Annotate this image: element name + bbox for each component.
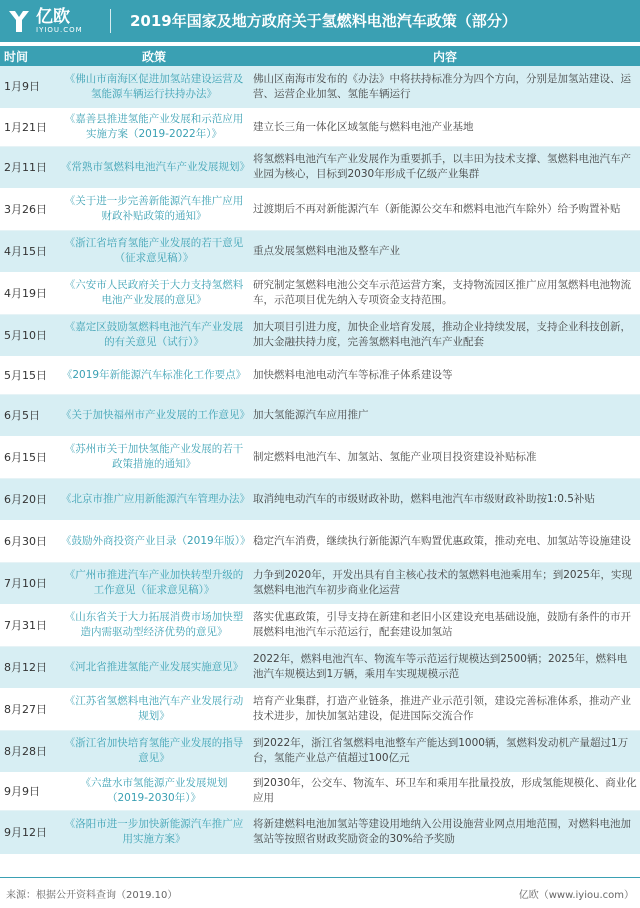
content-cell: 将新建燃料电池加氢站等建设用地纳入公用设施营业网点用地范围，对燃料电池加氢站等按照省财政奖励资金的30%给予奖励 <box>250 810 640 854</box>
content-cell: 建立长三角一体化区域氢能与燃料电池产业基地 <box>250 108 640 146</box>
date-cell: 1月9日 <box>0 66 58 108</box>
table-row <box>0 646 640 688</box>
date-cell: 7月31日 <box>0 604 58 646</box>
policy-cell: 《苏州市关于加快氢能产业发展的若干政策措施的通知》 <box>58 436 250 478</box>
table-row <box>0 688 640 730</box>
table-row <box>0 314 640 356</box>
policy-cell: 《佛山市南海区促进加氢站建设运营及氢能源车辆运行扶持办法》 <box>58 66 250 108</box>
table-header-row <box>0 46 640 66</box>
footer <box>0 877 640 908</box>
content-cell: 到2022年，浙江省氢燃料电池整车产能达到1000辆，氢燃料发动机产量超过1万台，氢能产业总产值超过100亿元 <box>250 730 640 772</box>
date-cell: 6月30日 <box>0 520 58 562</box>
policy-cell: 《广州市推进汽车产业加快转型升级的工作意见（征求意见稿）》 <box>58 562 250 604</box>
policy-cell: 《河北省推进氢能产业发展实施意见》 <box>58 646 250 688</box>
content-cell: 2022年，燃料电池汽车、物流车等示范运行规模达到2500辆；2025年，燃料电池汽车规模达到1万辆，乘用车实现规模示范 <box>250 646 640 688</box>
content-cell: 加快燃料电池电动汽车等标准子体系建设等 <box>250 356 640 394</box>
date-cell: 1月21日 <box>0 108 58 146</box>
column-header-content: 内容 <box>250 46 640 66</box>
table-row <box>0 394 640 436</box>
date-cell: 8月27日 <box>0 688 58 730</box>
table-row <box>0 810 640 854</box>
policy-cell: 《六盘水市氢能源产业发展规划（2019-2030年）》 <box>58 772 250 810</box>
date-cell: 6月20日 <box>0 478 58 520</box>
source-note: 来源：根据公开资料查询（2019.10） <box>6 890 178 901</box>
date-cell: 9月9日 <box>0 772 58 810</box>
policy-cell: 《关于加快福州市产业发展的工作意见》 <box>58 394 250 436</box>
logo <box>6 5 116 37</box>
date-cell: 5月15日 <box>0 356 58 394</box>
logo-text: 亿欧 <box>36 6 70 27</box>
content-cell: 制定燃料电池汽车、加氢站、氢能产业项目投资建设补贴标准 <box>250 436 640 478</box>
policy-cell: 《江苏省氢燃料电池汽车产业发展行动规划》 <box>58 688 250 730</box>
policy-cell: 《鼓励外商投资产业目录（2019年版）》 <box>58 520 250 562</box>
table-row <box>0 604 640 646</box>
table-row <box>0 772 640 810</box>
content-cell: 重点发展氢燃料电池及整车产业 <box>250 230 640 272</box>
header-bar <box>0 0 640 42</box>
policy-cell: 《洛阳市进一步加快新能源汽车推广应用实施方案》 <box>58 810 250 854</box>
date-cell: 4月15日 <box>0 230 58 272</box>
content-cell: 过渡期后不再对新能源汽车（新能源公交车和燃料电池汽车除外）给予购置补贴 <box>250 188 640 230</box>
column-header-date: 时间 <box>0 46 58 66</box>
table-row <box>0 230 640 272</box>
table-row <box>0 520 640 562</box>
policy-cell: 《2019年新能源汽车标准化工作要点》 <box>58 356 250 394</box>
table-row <box>0 108 640 146</box>
policy-cell: 《常熟市氢燃料电池汽车产业发展规划》 <box>58 146 250 188</box>
policy-cell: 《嘉定区鼓励氢燃料电池汽车产业发展的有关意见（试行）》 <box>58 314 250 356</box>
table-row <box>0 436 640 478</box>
table-row <box>0 146 640 188</box>
policy-cell: 《北京市推广应用新能源汽车管理办法》 <box>58 478 250 520</box>
page-title: 2019年国家及地方政府关于氢燃料电池汽车政策（部分） <box>130 12 517 30</box>
table-row <box>0 356 640 394</box>
header-divider <box>110 9 111 33</box>
policy-cell: 《嘉善县推进氢能产业发展和示范应用实施方案（2019-2022年）》 <box>58 108 250 146</box>
content-cell: 佛山区南海市发布的《办法》中将扶持标准分为四个方向，分别是加氢站建设、运营、运营企业加氢、氢能车辆运行 <box>250 66 640 108</box>
table-row <box>0 188 640 230</box>
date-cell: 4月19日 <box>0 272 58 314</box>
policy-cell: 《山东省关于大力拓展消费市场加快塑造内需驱动型经济优势的意见》 <box>58 604 250 646</box>
table-row <box>0 730 640 772</box>
content-cell: 培育产业集群，打造产业链条，推进产业示范引领，建设完善标准体系，推动产业技术进步，加快加氢站建设，促进国际交流合作 <box>250 688 640 730</box>
policy-cell: 《浙江省加快培育氢能产业发展的指导意见》 <box>58 730 250 772</box>
content-cell: 落实优惠政策，引导支持在新建和老旧小区建设充电基础设施，鼓励有条件的市开展燃料电池汽车示范运行，配套建设加氢站 <box>250 604 640 646</box>
date-cell: 8月28日 <box>0 730 58 772</box>
content-cell: 将氢燃料电池汽车产业发展作为重要抓手，以丰田为技术支撑、氢燃料电池汽车产业园为核心，目标到2030年形成千亿级产业集群 <box>250 146 640 188</box>
date-cell: 6月5日 <box>0 394 58 436</box>
content-cell: 加大项目引进力度，加快企业培育发展，推动企业持续发展，支持企业科技创新，加大金融扶持力度，完善氢燃料电池汽车产业配套 <box>250 314 640 356</box>
column-header-policy: 政策 <box>58 46 250 66</box>
content-cell: 加大氢能源汽车应用推广 <box>250 394 640 436</box>
content-cell: 到2030年，公交车、物流车、环卫车和乘用车批量投放，形成氢能规模化、商业化应用 <box>250 772 640 810</box>
date-cell: 6月15日 <box>0 436 58 478</box>
content-cell: 取消纯电动汽车的市级财政补助，燃料电池汽车市级财政补助按1:0.5补贴 <box>250 478 640 520</box>
brand-note: 亿欧（www.iyiou.com） <box>518 890 634 901</box>
iyiou-logo-icon <box>6 8 32 34</box>
date-cell: 8月12日 <box>0 646 58 688</box>
policy-cell: 《六安市人民政府关于大力支持氢燃料电池产业发展的意见》 <box>58 272 250 314</box>
content-cell: 力争到2020年，开发出具有自主核心技术的氢燃料电池乘用车；到2025年，实现氢燃料电池汽车初步商业化运营 <box>250 562 640 604</box>
date-cell: 9月12日 <box>0 810 58 854</box>
table-row <box>0 562 640 604</box>
policy-table <box>0 46 640 855</box>
table-row <box>0 272 640 314</box>
table-row <box>0 66 640 108</box>
table-row <box>0 478 640 520</box>
content-cell: 稳定汽车消费，继续执行新能源汽车购置优惠政策，推动充电、加氢站等设施建设 <box>250 520 640 562</box>
content-cell: 研究制定氢燃料电池公交车示范运营方案，支持物流园区推广应用氢燃料电池物流车，示范项目优先纳入专项资金支持范围。 <box>250 272 640 314</box>
policy-cell: 《关于进一步完善新能源汽车推广应用财政补贴政策的通知》 <box>58 188 250 230</box>
date-cell: 2月11日 <box>0 146 58 188</box>
logo-domain: IYIOU.COM <box>36 25 83 34</box>
date-cell: 7月10日 <box>0 562 58 604</box>
date-cell: 5月10日 <box>0 314 58 356</box>
date-cell: 3月26日 <box>0 188 58 230</box>
policy-cell: 《浙江省培育氢能产业发展的若干意见（征求意见稿）》 <box>58 230 250 272</box>
